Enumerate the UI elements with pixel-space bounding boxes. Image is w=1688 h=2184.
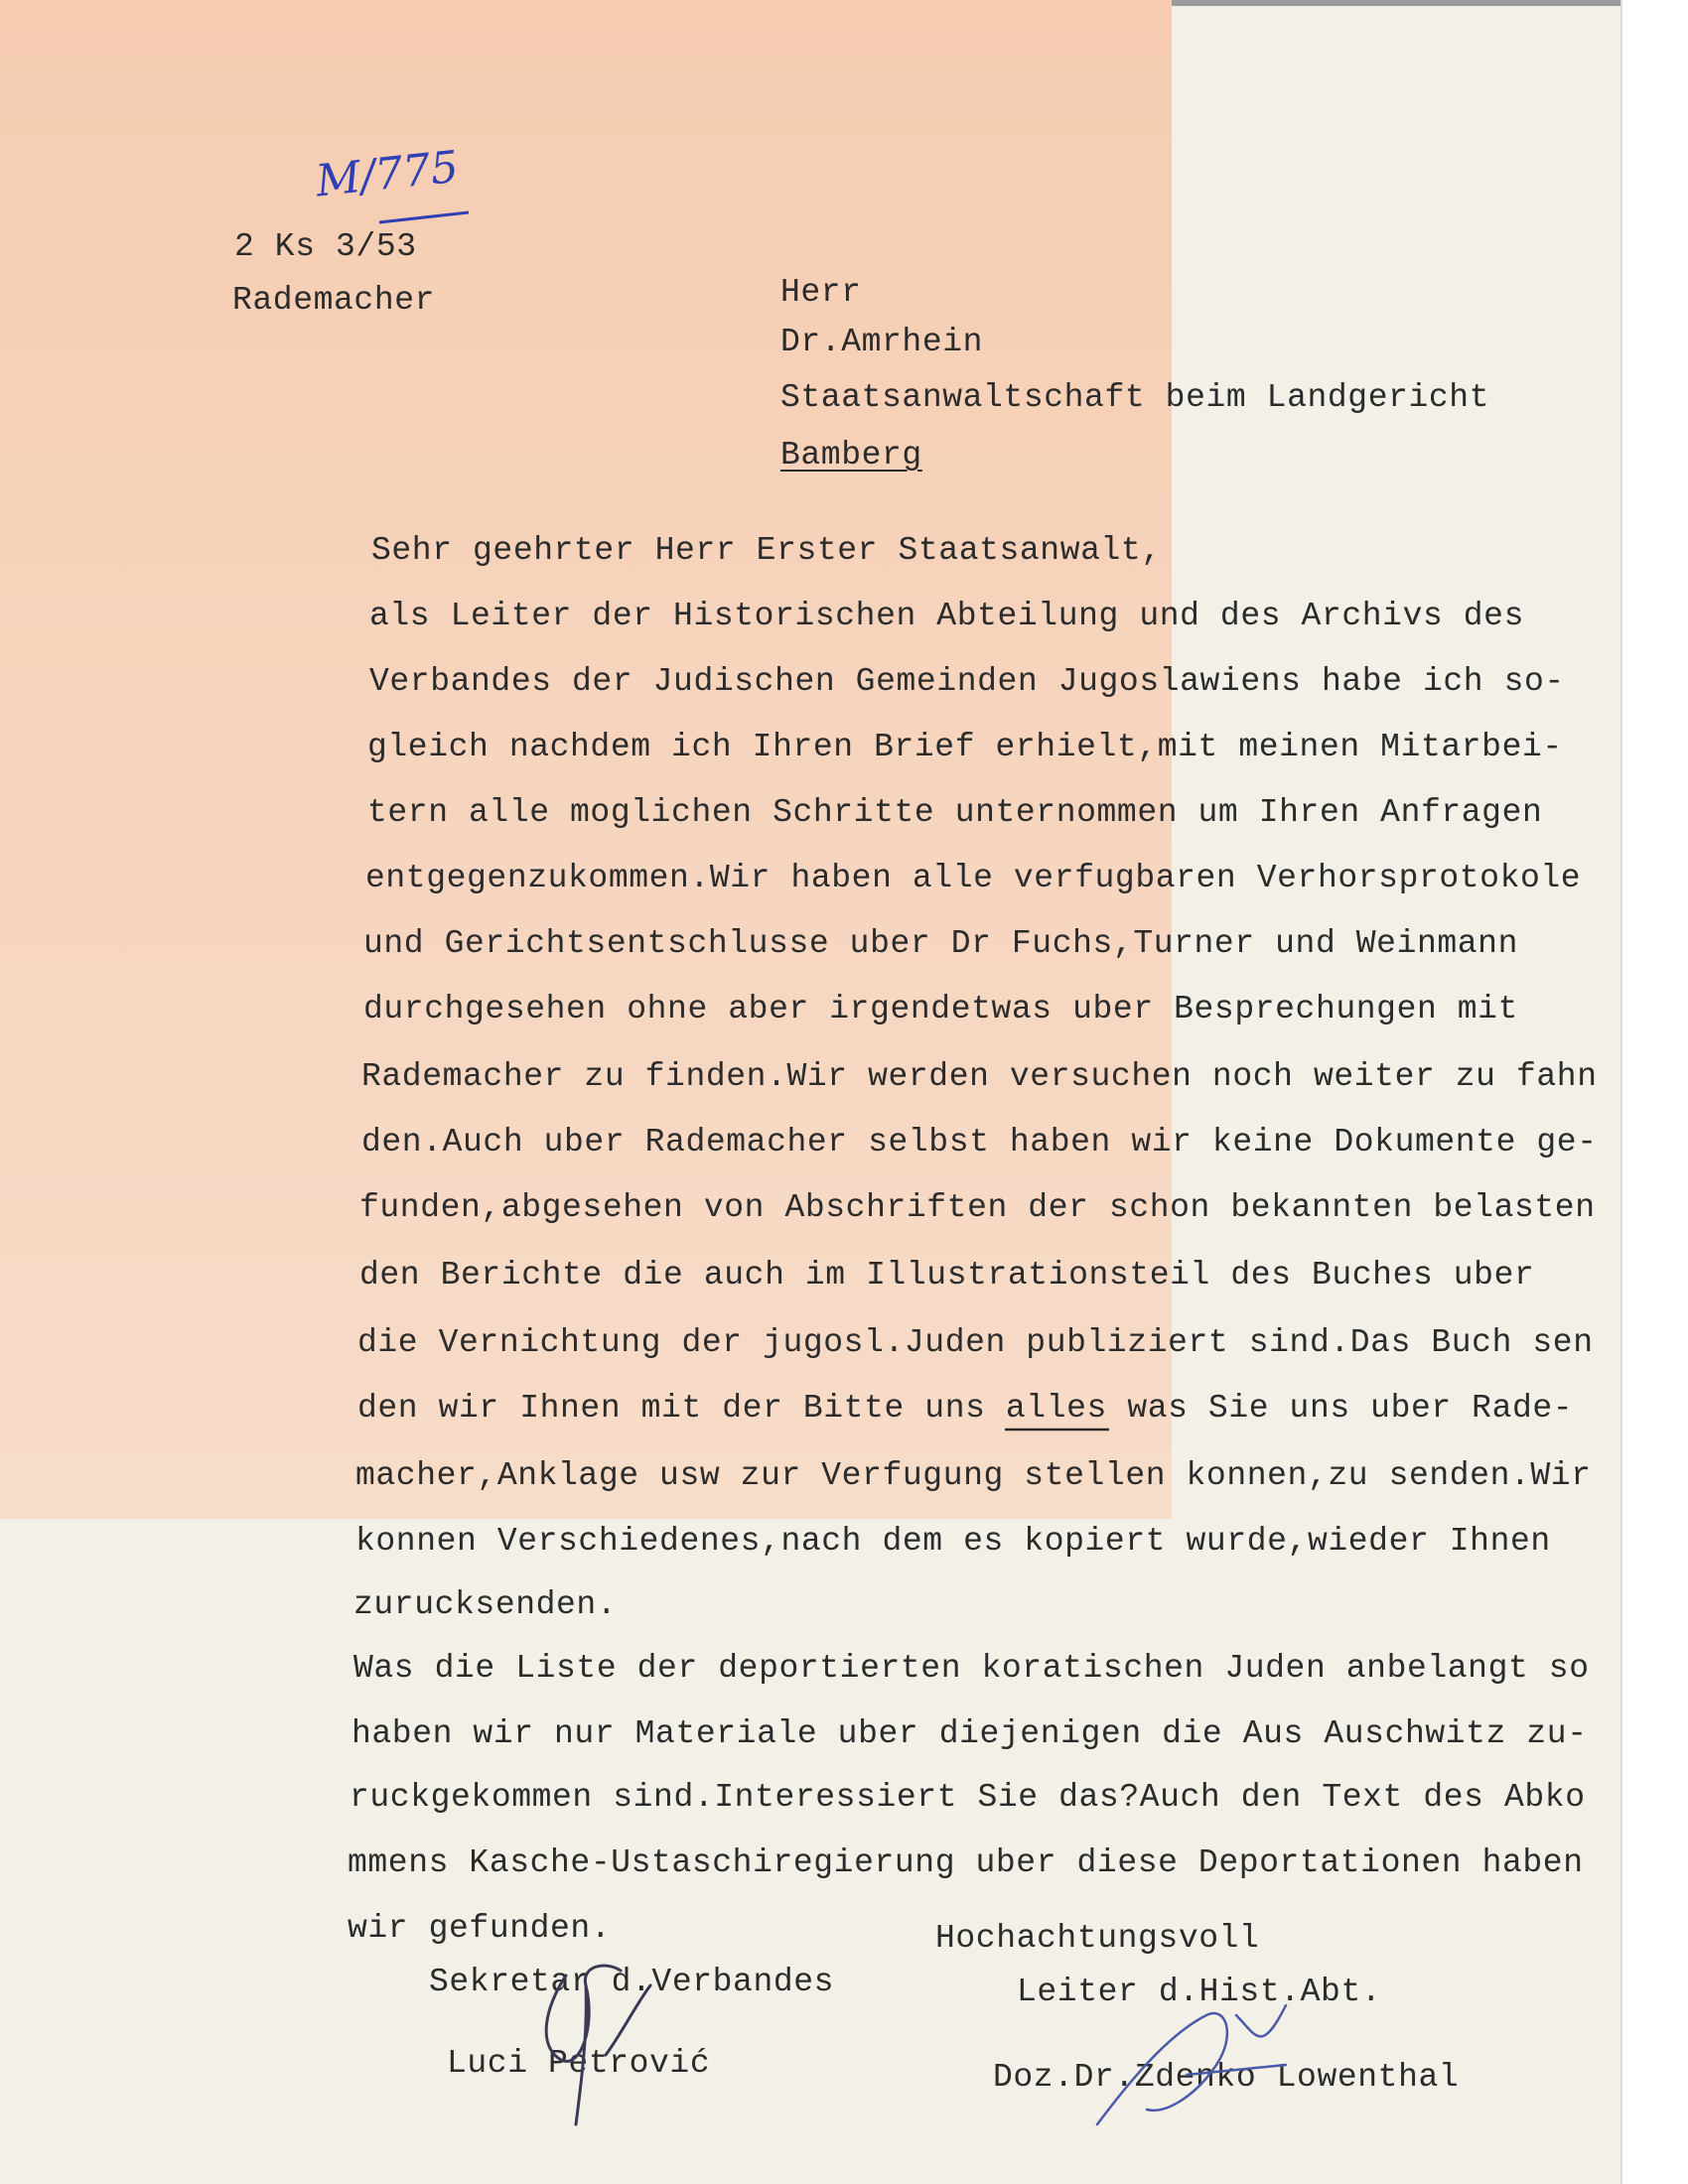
body-line: mmens Kasche-Ustaschiregierung uber diese Deportationen haben [348,1844,1584,1881]
scan-margin [1620,0,1688,2184]
body-line: den Berichte die auch im Illustrationsteil des Buches uber [359,1257,1535,1294]
recipient-name: Dr.Amrhein [780,324,984,360]
body-line: tern alle moglichen Schritte unternommen um Ihren Anfragen [367,794,1543,831]
subject-name: Rademacher [232,282,436,319]
body-line: zurucksenden. [353,1586,618,1623]
body-line: ruckgekommen sind.Interessiert Sie das?Auch den Text des Abko [350,1779,1586,1816]
closing-formula: Hochachtungsvoll [935,1920,1260,1957]
body-line: konnen Verschiedenes,nach dem es kopiert wurde,wieder Ihnen [355,1523,1551,1560]
body-line: Rademacher zu finden.Wir werden versuchen noch weiter zu fahn [361,1058,1598,1095]
body-line: entgegenzukommen.Wir haben alle verfugbaren Verhorsprotokole [365,860,1582,896]
emphasis-underline [1005,1426,1114,1433]
right-handwritten-signature [1087,1995,1316,2144]
recipient-title: Herr [780,274,862,311]
body-line: als Leiter der Historischen Abteilung und des Archivs des [369,598,1524,634]
recipient-city: Bamberg [780,437,922,474]
right-signatory-role: Leiter d.Hist.Abt. [1017,1974,1382,2010]
salutation: Sehr geehrter Herr Erster Staatsanwalt, [371,532,1162,569]
body-line: die Vernichtung der jugosl.Juden publiziert sind.Das Buch sen [357,1324,1594,1361]
handwritten-reference-number: M/775 [313,141,462,207]
reference-underline [377,208,477,228]
left-handwritten-signature [526,1946,675,2134]
body-line: gleich nachdem ich Ihren Brief erhielt,mit meinen Mitarbei- [367,729,1563,765]
body-line: Verbandes der Judischen Gemeinden Jugoslawiens habe ich so- [369,663,1565,700]
left-signatory-role: Sekretar d.Verbandes [429,1964,835,2000]
recipient-office: Staatsanwaltschaft beim Landgericht [780,379,1490,416]
body-line: wir gefunden. [348,1910,612,1947]
left-signatory-name: Luci Petrović [447,2045,711,2082]
body-line: macher,Anklage usw zur Verfugung stellen konnen,zu senden.Wir [355,1457,1592,1494]
body-line: und Gerichtsentschlusse uber Dr Fuchs,Turner und Weinmann [363,925,1518,962]
body-line: haben wir nur Materiale uber diejenigen die Aus Auschwitz zu- [352,1715,1588,1752]
right-signatory-name: Doz.Dr.Zdenko Lowenthal [993,2059,1460,2096]
body-line: den wir Ihnen mit der Bitte uns alles was Sie uns uber Rade- [357,1390,1574,1427]
body-line: den.Auch uber Rademacher selbst haben wir keine Dokumente ge- [361,1124,1598,1160]
body-line: durchgesehen ohne aber irgendetwas uber Besprechungen mit [363,991,1518,1027]
body-line: Was die Liste der deportierten koratischen Juden anbelangt so [353,1650,1590,1687]
file-reference: 2 Ks 3/53 [234,228,417,265]
body-line: funden,abgesehen von Abschriften der schon bekannten belasten [359,1189,1596,1226]
